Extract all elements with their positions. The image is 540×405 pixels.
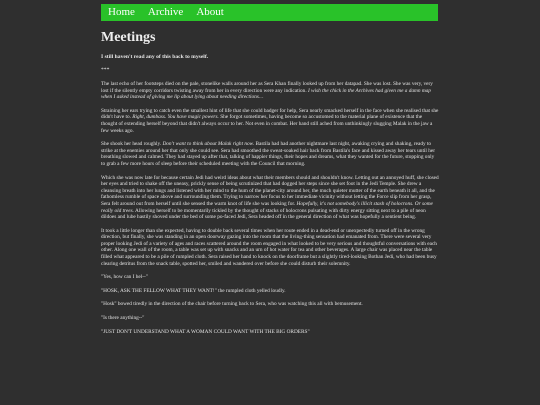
paragraph-3: She shook her head roughly. Don't want to think about Malak right now. Bastila had had another nightmare last night, awaking crying and shaking, ready to strike at the enemies around her that only she could see. Sera had smoothed the sweat-soaked hair back from Bastila's face and kissed away her tears until her breathing slowed and calmed. They had stayed up after that, talking of happier things, their hopes and dreams, what they wanted for the future, stopping only to grab a few more hours of sleep before their scheduled meeting with the Council that morning. <box>101 141 435 167</box>
paragraph-10: "JUST DON'T UNDERSTAND WHAT A WOMAN COULD WANT WITH THE BIG ORDERS" <box>101 328 310 335</box>
paragraph-4: Which she was now late for because certain Jedi had weird ideas about what their members should and shouldn't know. Letting out an annoyed huff, she closed her eyes and tried to shake off the uneasy, prickly sense of being scrutinized that had dogged her steps since she set foot in the Jedi Temple. She drew a cleansing breath into her lungs and listened with her mind to the hum of the planet-city around her, the much quieter mutter of the earth beneath it all, and the fathomless rumble of space above and surrounding them. Trying to narrow her focus to her immediate vicinity without letting the Force slip from her grasp, Sera felt around out from herself until she sensed the warm knot of life she was looking for. Hopefully, it's not somebody's illicit stash of holocrons. Or some really old trees. Allowing herself to be momentarily tickled by the thought of stacks of holocrons pulsating with dirty energy sitting next to a pile of neon dildoes and lube hastily shoved under the bed of some po-faced Jedi, Sera headed off in the general direction of what was hopefully a sentient being. <box>101 174 439 221</box>
nav-about-link[interactable]: About <box>196 6 224 18</box>
top-nav <box>101 4 438 21</box>
paragraph-6: "Yes, how can I hel--" <box>101 274 148 281</box>
page-title: Meetings <box>101 30 156 45</box>
paragraph-9: "Is there anything--" <box>101 315 145 322</box>
paragraph-1: The last echo of her footsteps died on the pale, stonelike walls around her as Sera Khan finally looked up from her datapad. She was lost. She was very, very lost if the silently empty corridors twisting away from her in every direction were any indication. I wish the chick in the Archives had given me a damn map when I asked instead of giving me lip about lying about needing directions… <box>101 81 433 101</box>
nav-home-link[interactable]: Home <box>108 6 135 18</box>
nav-archive-link[interactable]: Archive <box>147 6 184 18</box>
paragraph-2: Straining her ears trying to catch even the smallest hint of life that she could badger for help, Sera nearly smacked herself in the face when she realised that she didn't have to. Right, dumbass. You have magic powers. She forgot sometimes, having become so accustomed to the material plane of existence that the thought of extending herself beyond that didn't always occur to her. Not even in combat. Her hand still ached from unthinkingly slugging Malak in the jaw a few weeks ago. <box>101 107 439 134</box>
paragraph-7: "HOSK, ASK THE FELLOW WHAT THEY WANT!" the rumpled cloth yelled loudly. <box>101 287 286 294</box>
section-separator: *** <box>101 67 110 73</box>
paragraph-8: "Hosk" bowed tiredly in the direction of the chair before turning back to Sera, who was watching this all with bemusement. <box>101 301 363 308</box>
post-content <box>101 26 439 405</box>
author-note: I still haven't read any of this back to myself. <box>101 54 209 60</box>
paragraph-5: It took a little longer than she expected, having to double back several times when her route ended in a dead-end or unexpectedly turned off in the wrong direction, but finally, she was standing in an open doorway gazing into the room that the living-thing sensation had emanated from. There were several very proper looking Jedi of a variety of ages and races scattered around the room engaged in what looked to be very serious and thoughtful conversations with each other. Along one wall of the room, a table was set up with snacks and an urn of hot water for tea and other beverages. A large chair was placed near the table filled what appeared to be a pile of rumpled cloth. Sera raised her hand to knock on the doorframe but a slightly tired-looking Bothan Jedi, who had been busy clearing detritus from the snack table, spotted her, smiled and wandered over before she could disturb their solemnity. <box>101 227 437 267</box>
